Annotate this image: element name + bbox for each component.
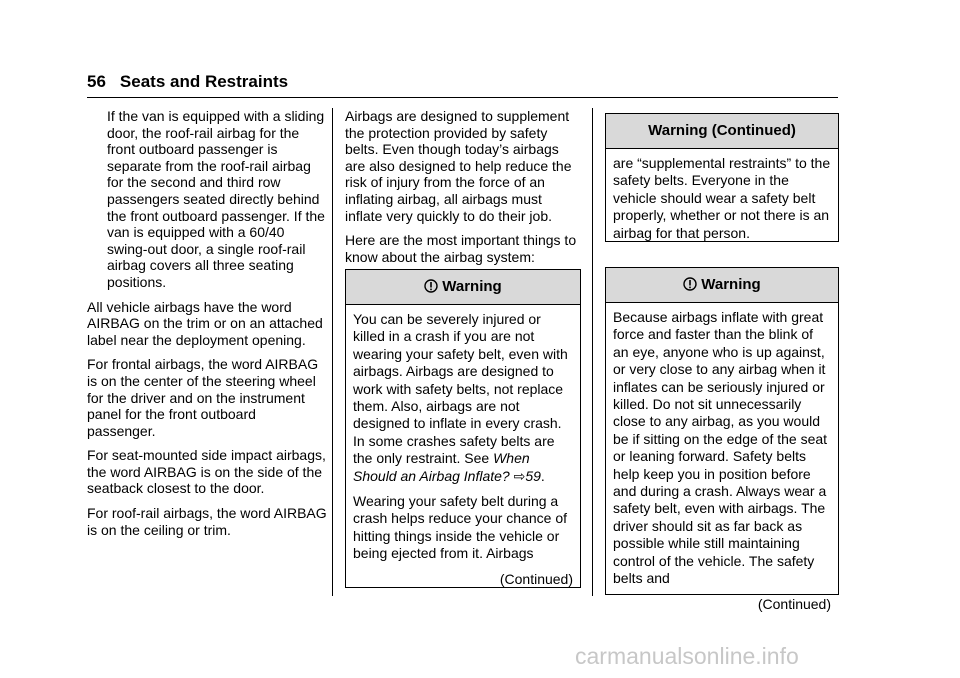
warning-title: Warning: [442, 278, 502, 295]
column-2: [345, 108, 581, 273]
warning-continued-text: are “supplemental restraints” to the safety belts. Everyone in the vehicle should wear a safety belt properly, whether or not there is an airbag for that person.: [613, 155, 831, 241]
watermark: carmanualsonline.info: [575, 643, 799, 669]
frontal-airbag-paragraph: For frontal airbags, the word AIRBAG is on the center of the steering wheel for the driver and on the instrument panel for the front outboard passenger.: [87, 356, 319, 439]
warning-box-1: [345, 269, 581, 588]
important-things-paragraph: Here are the most important things to know about the airbag system:: [345, 232, 577, 265]
continued-label-2: (Continued): [757, 595, 831, 612]
column-divider-1: [332, 108, 333, 596]
side-airbag-paragraph: For seat-mounted side impact airbags, the word AIRBAG is on the side of the seatback closest to the door.: [87, 447, 326, 497]
page-number: 56: [87, 72, 106, 91]
warning-icon: [424, 279, 438, 293]
cross-reference-link[interactable]: When Should an Airbag Inflate?: [353, 450, 530, 484]
section-title: Seats and Restraints: [119, 72, 289, 91]
continued-label: (Continued): [499, 570, 573, 587]
warning-text-3: Because airbags inflate with great force and faster than the blink of an eye, anyone who is up against, or very close to any airbag when it inflates can be seriously injured or killed. Do not sit unnecessarily close to any airbag, as you would be if sitting on the edge of the seat or leaning forward. Safety belts help keep you in position before and during a crash. Always wear a safety belt, even with airbags. The driver should sit as far back as possible while still maintaining control of the vehicle. The safety belts and: [613, 309, 828, 587]
sliding-door-paragraph: If the van is equipped with a sliding door, the roof-rail airbag for the front outboard passenger is separate from the roof-rail airbag for the second and third row passengers seated directly behind the front outboard passenger. If the van is equipped with a 60/40 swing-out door, a single roof-rail airbag covers all three seating positions.: [107, 108, 325, 290]
warning-header-2: [606, 268, 838, 303]
warning-box-2: [605, 267, 839, 612]
warning-icon: [683, 277, 697, 291]
roof-rail-paragraph: For roof-rail airbags, the word AIRBAG is on the ceiling or trim.: [87, 505, 327, 538]
page-header: [87, 72, 288, 92]
warning-title-2: Warning: [701, 276, 761, 293]
column-divider-2: [592, 108, 593, 596]
column-1: [87, 108, 327, 546]
warning-box-continued: [605, 113, 839, 242]
warning-continued-header: Warning (Continued): [606, 114, 838, 149]
header-rule: [87, 97, 838, 98]
airbag-label-paragraph: All vehicle airbags have the word AIRBAG on the trim or on an attached label near the deployment opening.: [87, 298, 323, 348]
page-ref-arrow-icon: ⇨: [513, 467, 526, 484]
warning-header: [346, 270, 580, 305]
warning-text: You can be severely injured or killed in a crash if you are not wearing your safety belt, even with airbags. Airbags are designed to work with safety belts, not replace them. Also, airbags are not designed to inflate in every crash. In some crashes safety belts are the only restraint. See When Should an Airbag Inflate? ⇨59.: [353, 311, 568, 484]
warning-text-2: Wearing your safety belt during a crash helps reduce your chance of hitting things inside the vehicle or being ejected from it. Airbags: [353, 493, 568, 562]
page-reference[interactable]: 59: [525, 467, 541, 484]
supplement-paragraph: Airbags are designed to supplement the protection provided by safety belts. Even though today’s airbags are also designed to help reduce the risk of injury from the force of an inflating airbag, all airbags must inflate very quickly to do their job.: [345, 108, 572, 224]
